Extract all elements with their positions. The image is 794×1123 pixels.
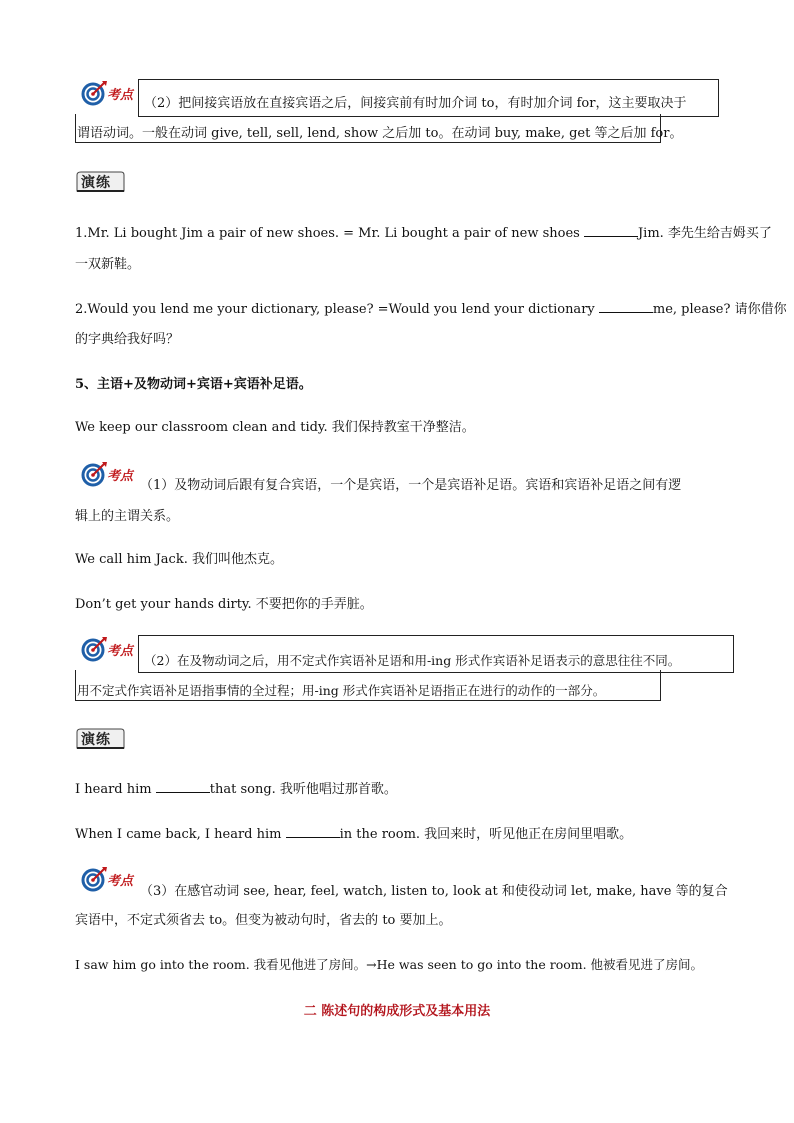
note-text: （2）在及物动词之后，用不定式作宾语补足语和用-ing 形式作宾语补足语表示的意思往往不同。 [144, 653, 681, 668]
practice-question-2 [75, 300, 787, 319]
example-sentence: I saw him go into the room. 我看见他进了房间。→He was seen to go into the room. 他被看见进了房间。 [75, 957, 704, 972]
note-text: 辑上的主谓关系。 [75, 509, 180, 524]
answer-blank[interactable] [156, 780, 210, 793]
note-text: （2）把间接宾语放在直接宾语之后，间接宾前有时加介词 to，有时加介词 for，这主要取决于 [144, 96, 687, 111]
answer-blank[interactable] [584, 224, 638, 237]
practice-question-4 [75, 825, 632, 844]
kaodian-target-icon [80, 80, 140, 106]
question-text: me, please? 请你借你 [652, 302, 787, 317]
question-text: I heard him [75, 782, 156, 797]
section-heading-5: 5、主语+及物动词+宾语+宾语补足语。 [75, 377, 312, 392]
question-text: that song. 我听他唱过那首歌。 [209, 782, 397, 797]
note-text: （1）及物动词后跟有复合宾语，一个是宾语，一个是宾语补足语。宾语和宾语补足语之间有逻 [140, 478, 682, 493]
kaodian-target-icon [80, 461, 140, 487]
practice-question-3 [75, 780, 397, 799]
question-text: When I came back, I heard him [75, 827, 286, 842]
question-text: 一双新鞋。 [75, 257, 141, 272]
note-text: 谓语动词。一般在动词 give, tell, sell, lend, show 之后加 to。在动词 buy, make, get 等之后加 for。 [77, 126, 683, 141]
kaodian-label: 考点 [107, 644, 134, 659]
yanlian-label: 演练 [81, 732, 111, 748]
yanlian-label: 演练 [81, 175, 111, 191]
kaodian-label: 考点 [107, 88, 134, 103]
question-text: Jim. 李先生给吉姆买了 [637, 226, 772, 241]
question-text: 1.Mr. Li bought Jim a pair of new shoes. = Mr. Li bought a pair of new shoes [75, 226, 584, 241]
question-text: 的字典给我好吗？ [75, 332, 180, 347]
kaodian-label: 考点 [107, 874, 134, 889]
note-text: （3）在感官动词 see, hear, feel, watch, listen to, look at 和使役动词 let, make, have 等的复合 [140, 884, 728, 899]
kaodian-label: 考点 [107, 469, 134, 484]
question-text: 2.Would you lend me your dictionary, please? =Would you lend your dictionary [75, 302, 599, 317]
answer-blank[interactable] [286, 825, 340, 838]
practice-question-1 [75, 224, 772, 243]
note-text: 用不定式作宾语补足语指事情的全过程；用-ing 形式作宾语补足语指正在进行的动作的一部分。 [77, 683, 606, 698]
yanlian-badge [75, 171, 125, 193]
kaodian-target-icon [80, 636, 140, 662]
example-sentence: Don’t get your hands dirty. 不要把你的手弄脏。 [75, 597, 373, 612]
example-sentence: We call him Jack. 我们叫他杰克。 [75, 552, 283, 567]
kaodian-target-icon [80, 866, 140, 892]
example-sentence: We keep our classroom clean and tidy. 我们保持教室干净整洁。 [75, 420, 475, 435]
answer-blank[interactable] [599, 300, 653, 313]
note-text: 宾语中，不定式须省去 to。但变为被动句时，省去的 to 要加上。 [75, 913, 452, 928]
section-title: 二 陈述句的构成形式及基本用法 [303, 1004, 491, 1019]
question-text: in the room. 我回来时，听见他正在房间里唱歌。 [339, 827, 633, 842]
yanlian-badge [75, 728, 125, 750]
